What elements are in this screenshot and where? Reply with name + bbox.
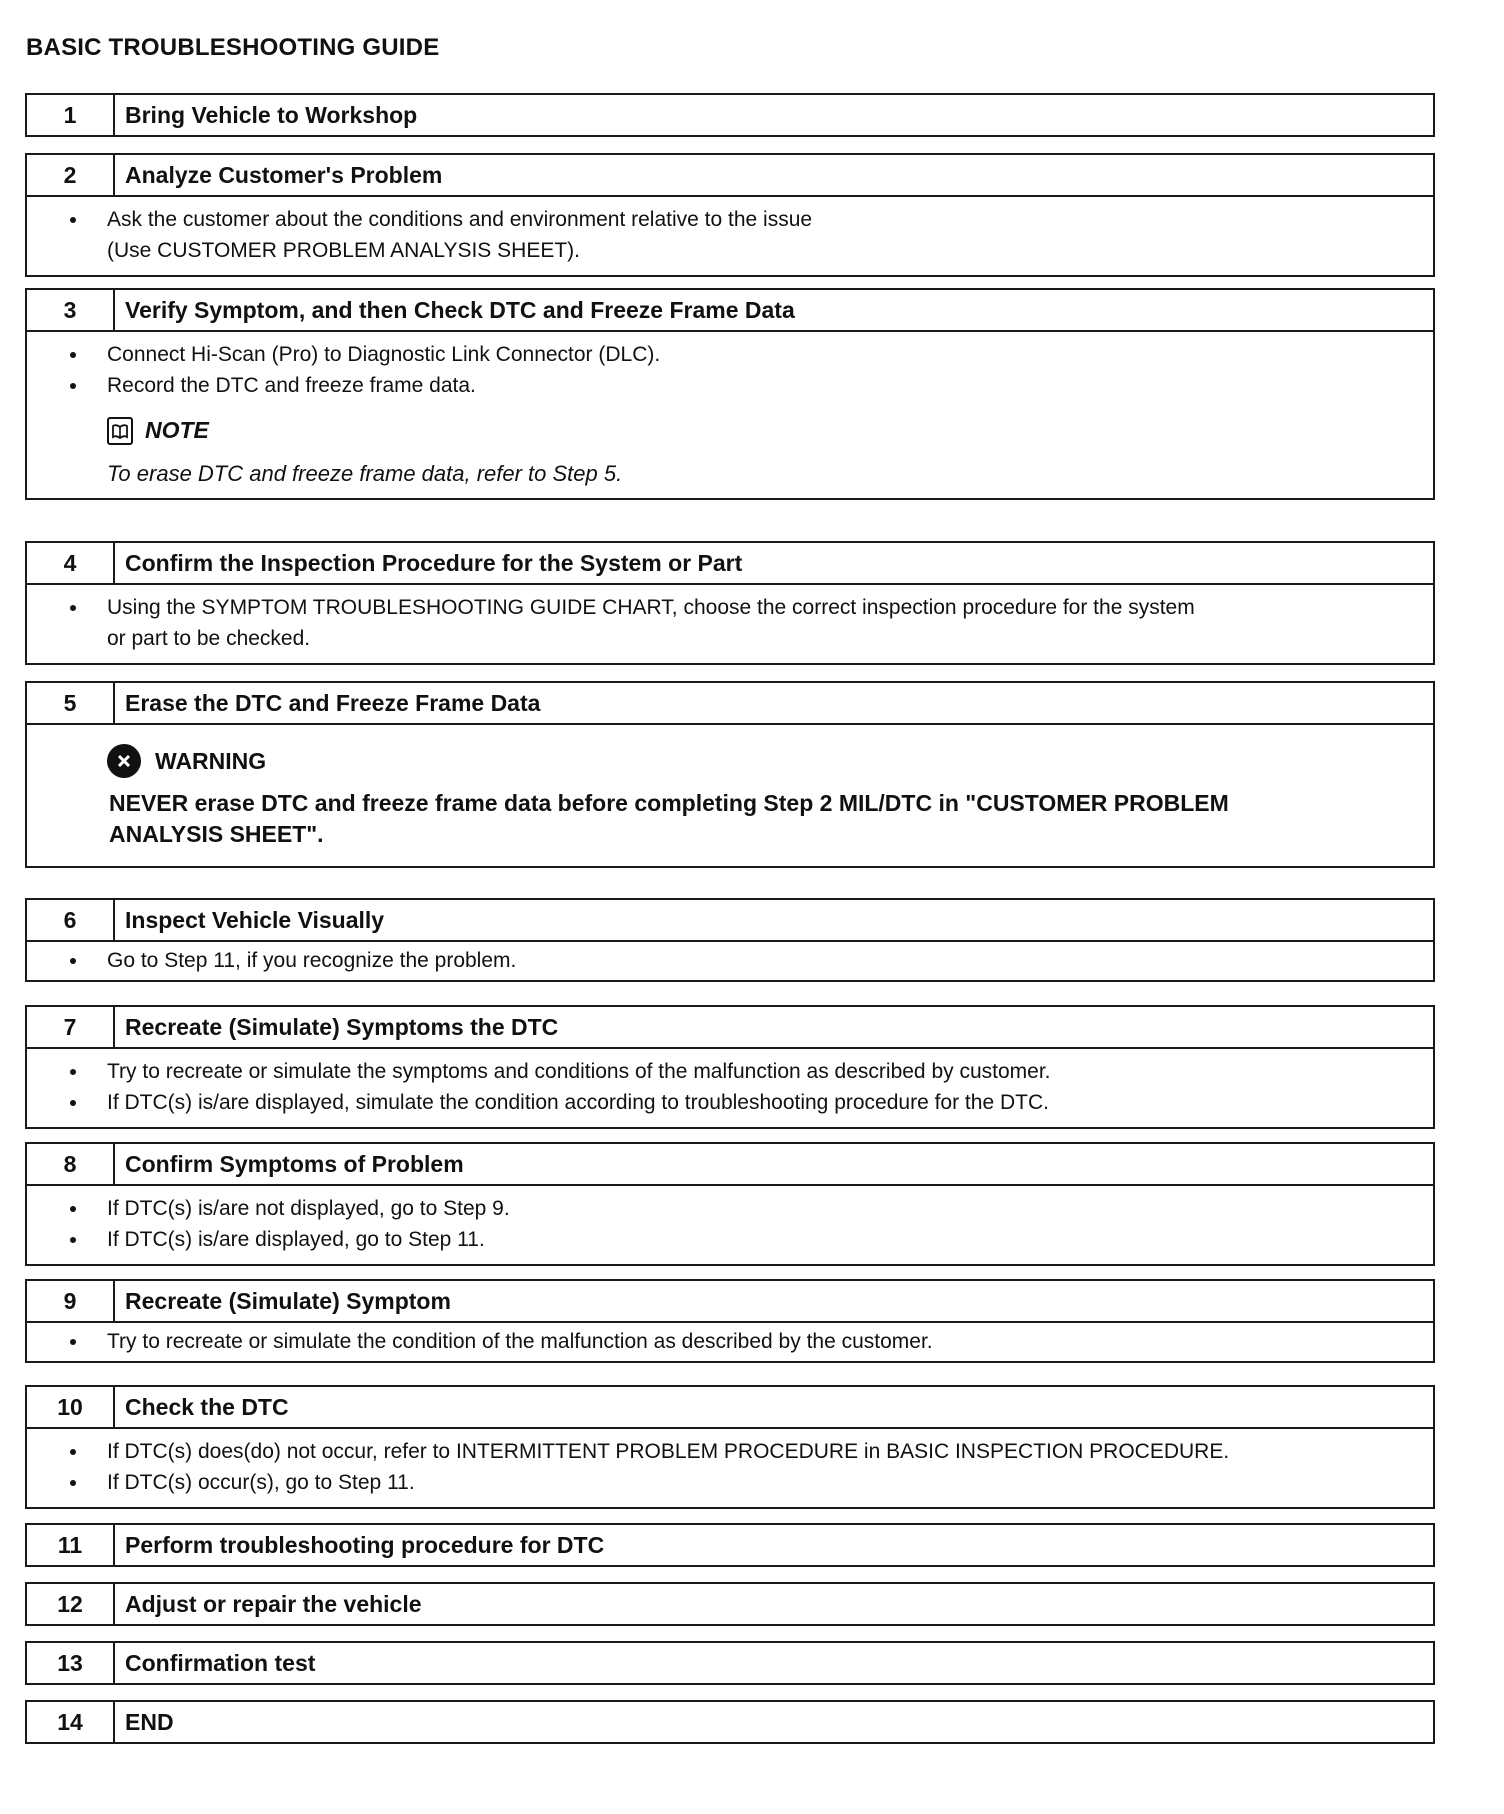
note-text: To erase DTC and freeze frame data, refer to Step 5. (107, 461, 623, 486)
step-title: Confirm the Inspection Procedure for the System or Part (125, 549, 743, 576)
step-1 (25, 93, 1435, 137)
step-header (27, 1643, 1433, 1683)
step-number: 12 (27, 1584, 115, 1624)
step-header (27, 95, 1433, 135)
warning-text (109, 788, 1423, 850)
warning-line: ANALYSIS SHEET". (109, 821, 324, 847)
step-8 (25, 1142, 1435, 1266)
bullet-item: If DTC(s) occur(s), go to Step 11. (67, 1467, 1429, 1498)
step-body (27, 1427, 1433, 1507)
step-number: 4 (27, 543, 115, 583)
warning-heading (107, 744, 1423, 778)
step-title: Adjust or repair the vehicle (125, 1590, 422, 1617)
step-12 (25, 1582, 1435, 1626)
step-body (27, 583, 1433, 663)
bullet-item: Go to Step 11, if you recognize the problem. (67, 945, 1423, 976)
step-14 (25, 1700, 1435, 1744)
step-body (27, 940, 1433, 980)
step-title: Check the DTC (125, 1393, 289, 1420)
step-body (27, 723, 1433, 866)
step-4 (25, 541, 1435, 665)
step-title: Confirmation test (125, 1649, 316, 1676)
warning-x-icon (107, 744, 141, 778)
step-header (27, 1702, 1433, 1742)
step-number: 10 (27, 1387, 115, 1427)
step-10 (25, 1385, 1435, 1509)
step-title: Perform troubleshooting procedure for DTC (125, 1531, 605, 1558)
step-header (27, 683, 1433, 723)
step-7 (25, 1005, 1435, 1129)
step-5 (25, 681, 1435, 868)
step-2 (25, 153, 1435, 277)
step-title: Recreate (Simulate) Symptom (125, 1287, 451, 1314)
note-label: NOTE (145, 417, 209, 443)
step-header (27, 1584, 1433, 1624)
warning-label: WARNING (155, 747, 267, 774)
note-heading (107, 415, 1423, 446)
step-header (27, 1007, 1433, 1047)
step-body (27, 1184, 1433, 1264)
bullet-item: If DTC(s) is/are not displayed, go to Step 9. (67, 1193, 1423, 1224)
step-6 (25, 898, 1435, 982)
step-number: 8 (27, 1144, 115, 1184)
bullet-continuation: (Use CUSTOMER PROBLEM ANALYSIS SHEET). (107, 239, 580, 262)
page-title: BASIC TROUBLESHOOTING GUIDE (26, 34, 440, 61)
bullet-item: Record the DTC and freeze frame data. (67, 370, 1423, 401)
step-number: 14 (27, 1702, 115, 1742)
step-header (27, 1525, 1433, 1565)
step-title: Recreate (Simulate) Symptoms the DTC (125, 1013, 559, 1040)
bullet-item: Try to recreate or simulate the symptoms and conditions of the malfunction as described by customer. (67, 1056, 1423, 1087)
step-title: Confirm Symptoms of Problem (125, 1150, 464, 1177)
bullet-item: If DTC(s) does(do) not occur, refer to INTERMITTENT PROBLEM PROCEDURE in BASIC INSPECTION PROCEDURE. (67, 1436, 1429, 1467)
step-number: 13 (27, 1643, 115, 1683)
step-13 (25, 1641, 1435, 1685)
step-header (27, 1387, 1433, 1427)
step-header (27, 543, 1433, 583)
step-title: Analyze Customer's Problem (125, 161, 443, 188)
step-body (27, 1321, 1433, 1361)
bullet-item: If DTC(s) is/are displayed, simulate the condition according to troubleshooting procedure for the DTC. (67, 1087, 1423, 1118)
step-body (27, 195, 1433, 275)
step-title: END (125, 1708, 174, 1735)
step-header (27, 290, 1433, 330)
step-11 (25, 1523, 1435, 1567)
step-body (27, 330, 1433, 498)
bullet-item: Ask the customer about the conditions and environment relative to the issue (67, 204, 1423, 235)
step-number: 1 (27, 95, 115, 135)
step-body (27, 1047, 1433, 1127)
step-header (27, 155, 1433, 195)
step-number: 2 (27, 155, 115, 195)
step-number: 11 (27, 1525, 115, 1565)
bullet-item: If DTC(s) is/are displayed, go to Step 11. (67, 1224, 1423, 1255)
step-title: Verify Symptom, and then Check DTC and Freeze Frame Data (125, 296, 795, 323)
step-title: Bring Vehicle to Workshop (125, 101, 418, 128)
step-3 (25, 288, 1435, 500)
step-header (27, 1281, 1433, 1321)
step-number: 6 (27, 900, 115, 940)
step-9 (25, 1279, 1435, 1363)
step-number: 7 (27, 1007, 115, 1047)
step-title: Erase the DTC and Freeze Frame Data (125, 689, 541, 716)
step-number: 3 (27, 290, 115, 330)
bullet-item: Try to recreate or simulate the condition of the malfunction as described by the customer. (67, 1326, 1423, 1357)
bullet-continuation: or part to be checked. (107, 627, 311, 650)
step-number: 5 (27, 683, 115, 723)
step-header (27, 1144, 1433, 1184)
warning-line: NEVER erase DTC and freeze frame data before completing Step 2 MIL/DTC in "CUSTOMER PROBLEM (109, 790, 1229, 816)
bullet-item: Connect Hi-Scan (Pro) to Diagnostic Link Connector (DLC). (67, 339, 1423, 370)
step-number: 9 (27, 1281, 115, 1321)
step-header (27, 900, 1433, 940)
bullet-item: Using the SYMPTOM TROUBLESHOOTING GUIDE CHART, choose the correct inspection procedure for the system (67, 592, 1423, 623)
step-title: Inspect Vehicle Visually (125, 906, 385, 933)
book-icon (107, 417, 133, 445)
